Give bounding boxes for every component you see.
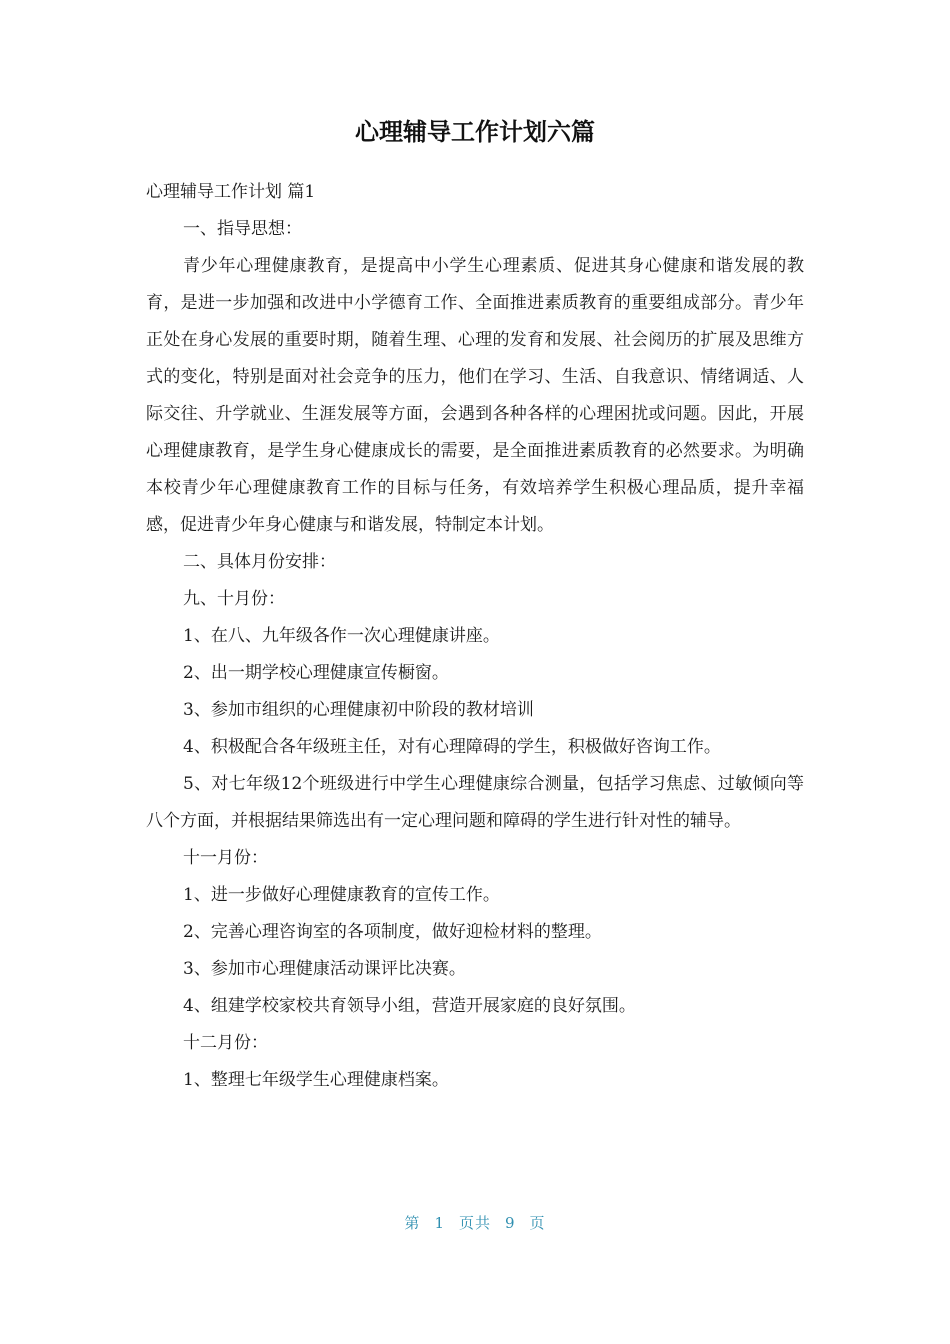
footer-current-page: 1 — [434, 1214, 445, 1232]
paragraph: 2、出一期学校心理健康宣传橱窗。 — [183, 663, 449, 683]
paragraph: 5、对七年级12个班级进行中学生心理健康综合测量，包括学习焦虑、过敏倾向等八个方面，并根据结果筛选出有一定心理问题和障碍的学生进行针对性的辅导。 — [146, 774, 804, 831]
footer-total-pages: 9 — [505, 1214, 516, 1232]
document-body — [146, 174, 804, 1099]
paragraph: 1、整理七年级学生心理健康档案。 — [183, 1070, 449, 1090]
page-footer — [0, 1208, 950, 1238]
paragraph: 1、进一步做好心理健康教育的宣传工作。 — [183, 885, 500, 905]
paragraph: 二、具体月份安排： — [183, 552, 336, 572]
paragraph: 4、组建学校家校共育领导小组，营造开展家庭的良好氛围。 — [183, 996, 636, 1016]
paragraph: 九、十月份： — [183, 589, 285, 609]
paragraph: 十一月份： — [183, 848, 268, 868]
paragraph: 1、在八、九年级各作一次心理健康讲座。 — [183, 626, 500, 646]
paragraph: 一、指导思想： — [183, 219, 302, 239]
footer-prefix: 第 — [404, 1214, 421, 1232]
paragraph: 3、参加市心理健康活动课评比决赛。 — [183, 959, 466, 979]
paragraph: 4、积极配合各年级班主任，对有心理障碍的学生，积极做好咨询工作。 — [183, 737, 721, 757]
paragraph: 心理辅导工作计划 篇1 — [146, 182, 316, 202]
footer-suffix: 页 — [529, 1214, 546, 1232]
footer-middle: 页共 — [458, 1214, 491, 1232]
paragraph: 2、完善心理咨询室的各项制度，做好迎检材料的整理。 — [183, 922, 602, 942]
paragraph: 青少年心理健康教育，是提高中小学生心理素质、促进其身心健康和谐发展的教育，是进一步加强和改进中小学德育工作、全面推进素质教育的重要组成部分。青少年正处在身心发展的重要时期，随着生理、心理的发育和发展、社会阅历的扩展及思维方式的变化，特别是面对社会竞争的压力，他们在学习、生活、自我意识、情绪调适、人际交往、升学就业、生涯发展等方面，会遇到各种各样的心理困扰或问题。因此，开展心理健康教育，是学生身心健康成长的需要，是全面推进素质教育的必然要求。为明确本校青少年心理健康教育工作的目标与任务，有效培养学生积极心理品质，提升幸福感，促进青少年身心健康与和谐发展，特制定本计划。 — [146, 256, 804, 535]
paragraph: 3、参加市组织的心理健康初中阶段的教材培训 — [183, 700, 534, 720]
paragraph: 十二月份： — [183, 1033, 268, 1053]
document-title: 心理辅导工作计划六篇 — [355, 118, 595, 146]
